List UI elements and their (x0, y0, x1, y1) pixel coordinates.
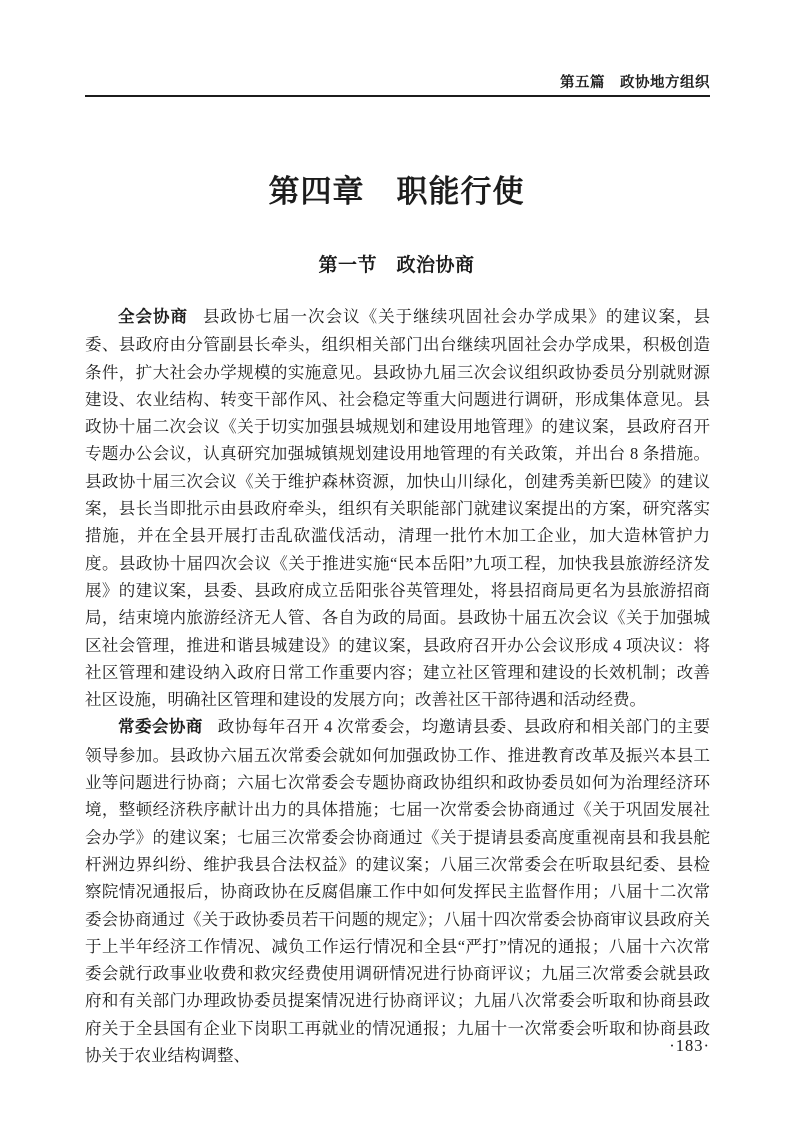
paragraph-lead-plenary: 全会协商 (118, 308, 189, 326)
section-title: 第一节 政治协商 (318, 255, 475, 276)
paragraph-body-plenary: 县政协七届一次会议《关于继续巩固社会办学成果》的建议案，县委、县政府由分管副县长牵头，组织相关部门出台继续巩固社会办学成果，积极创造条件，扩大社会办学规模的实施意见。县政协九届三次会议组织政协委员分别就财源建设、农业结构、转变干部作风、社会稳定等重大问题进行调研，形成集体意见。县政协十届二次会议《关于切实加强县城规划和建设用地管理》的建议案，县政府召开专题办公会议，认真研究加强城镇规划建设用地管理的有关政策，并出台 8 条措施。县政协十届三次会议《关于维护森林资源，加快山川绿化，创建秀美新巴陵》的建议案，县长当即批示由县政府牵头，组织有关职能部门就建议案提出的方案，研究落实措施，并在全县开展打击乱砍滥伐活动，清理一批竹木加工企业，加大造林管护力度。县政协十届四次会议《关于推进实施“民本岳阳”九项工程，加快我县旅游经济发展》的建议案，县委、县政府成立岳阳张谷英管理处，将县招商局更名为县旅游招商局，结束境内旅游经济无人管、各自为政的局面。县政协十届五次会议《关于加强城区社会管理，推进和谐县城建设》的建议案，县政府召开办公会议形成 4 项决议：将社区管理和建设纳入政府日常工作重要内容；建立社区管理和建设的长效机制；改善社区设施，明确社区管理和建设的发展方向；改善社区干部待遇和活动经费。 (85, 307, 711, 710)
running-header-text: 第五篇 政协地方组织 (560, 75, 710, 91)
chapter-title: 第四章 职能行使 (268, 174, 525, 209)
page-number: ·183· (669, 1036, 710, 1055)
body-text (85, 303, 710, 1069)
paragraph-body-standing-committee: 政协每年召开 4 次常委会，均邀请县委、县政府和相关部门的主要领导参加。县政协六届五次常委会就如何加强政协工作、推进教育改革及振兴本县工业等问题进行协商；六届七次常委会专题协商政协组织和政协委员如何为治理经济环境，整顿经济秩序献计出力的具体措施；七届一次常委会协商通过《关于巩固发展社会办学》的建议案；七届三次常委会协商通过《关于提请县委高度重视南县和我县舵杆洲边界纠纷、维护我县合法权益》的建议案；八届三次常委会在听取县纪委、县检察院情况通报后，协商政协在反腐倡廉工作中如何发挥民主监督作用；八届十二次常委会协商通过《关于政协委员若干问题的规定》；八届十四次常委会协商审议县政府关于上半年经济工作情况、减负工作运行情况和全县“严打”情况的通报；八届十六次常委会就行政事业收费和救灾经费使用调研情况进行协商评议；九届三次常委会就县政府和有关部门办理政协委员提案情况进行协商评议；九届八次常委会听取和协商县政府关于全县国有企业下岗职工再就业的情况通报；九届十一次常委会听取和协商县政协关于农业结构调整、 (85, 717, 711, 1066)
running-header (85, 71, 710, 92)
paragraph-plenary-consultation (85, 303, 710, 713)
paragraph-standing-committee-consultation (85, 713, 710, 1069)
paragraph-lead-standing-committee: 常委会协商 (118, 718, 203, 737)
header-rule (85, 95, 710, 97)
